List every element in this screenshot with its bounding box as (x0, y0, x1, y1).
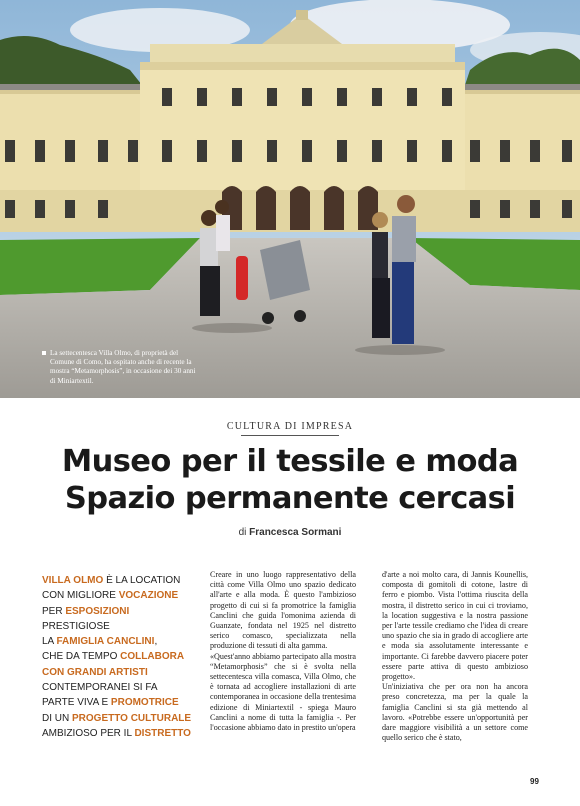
pull-quote-text: CHE DA TEMPO (42, 651, 121, 663)
pull-quote-highlight: DISTRETTO (134, 727, 191, 739)
title-line-1: Museo per il tessile e moda (61, 444, 519, 479)
pull-quote-highlight: PROMOTRICE (110, 697, 179, 709)
body-paragraph: d'arte a noi molto cara, di Jannis Kounellis, composta di gomitoli di cotone, lastre di ferro e piombo. Vista l'ottima riuscita della mostra, il distretto serico in cui ci troviamo, la location suggestiva e la nostra passione per l'arte tessile crediamo che l'idea di creare uno spazio che sia in grado di accogliere arte e moda sia assolutamente interessante e importante. Ci farebbe davvero piacere poter essere parte attiva di questo ambizioso progetto». (382, 570, 528, 682)
pull-quote-highlight: PROGETTO CULTURALE (72, 712, 192, 724)
pull-quote-highlight: ESPOSIZIONI (65, 605, 130, 617)
text-column-1 (210, 570, 356, 733)
pull-quote-line (42, 726, 202, 741)
pull-quote-text: DI UN (42, 712, 72, 724)
pull-quote-highlight: VOCAZIONE (118, 590, 179, 602)
pull-quote-line (42, 711, 202, 726)
photo-caption: La settecentesca Villa Olmo, di proprietà del Comune di Como, ha ospitato anche di recente la mostra “Metamorphosis”, in occasione dei 30 anni di Miniartextil. (50, 349, 196, 385)
pull-quote-text: CONTEMPORANEI SI FA (42, 682, 158, 694)
byline (0, 527, 580, 538)
text-column-2 (382, 570, 528, 743)
villa-olmo-photo (0, 0, 580, 398)
pull-quote-line (42, 695, 202, 710)
pull-quote-text: È LA LOCATION (103, 575, 181, 586)
body-paragraph: Un'iniziativa che per ora non ha ancora preso concretezza, ma per la quale la famiglia Canclini si sta già mettendo al lavoro. «Potrebbe essere un'opportunità per dare maggiore visibilità a un settore come quello serico che è stato, (382, 682, 528, 743)
pull-quote-line (42, 619, 202, 634)
pull-quote-highlight: COLLABORA (120, 651, 185, 663)
pull-quote-line (42, 665, 202, 680)
pull-quote-text: PER (42, 605, 66, 617)
article-title (0, 443, 580, 517)
pull-quote-text: CON MIGLIORE (42, 590, 119, 602)
caption-marker (42, 351, 46, 355)
pull-quote-text: PRESTIGIOSE (42, 620, 110, 632)
pull-quote-line (42, 649, 202, 664)
pull-quote (42, 573, 202, 741)
pull-quote-highlight: VILLA OLMO (42, 575, 104, 586)
pull-quote-text: LA (42, 636, 57, 648)
section-label: CULTURA DI IMPRESA (226, 421, 354, 432)
pull-quote-text: AMBIZIOSO PER IL (42, 727, 135, 739)
hero-photo (0, 0, 580, 398)
pull-quote-highlight: CON GRANDI ARTISTI (42, 666, 148, 678)
title-line-2: Spazio permanente cercasi (64, 481, 516, 516)
pull-quote-text: , (154, 636, 158, 648)
pull-quote-highlight: FAMIGLIA CANCLINI (56, 636, 155, 648)
pull-quote-line (42, 680, 202, 695)
body-paragraph: «Quest'anno abbiamo partecipato alla mostra “Metamorphosis” che si è svolta nella settecentesca villa comasca, Villa Olmo, che è tornata ad accogliere installazioni di arte contemporanea in occasione della trentesima edizione di Miniartextil - spiega Mauro Canclini a nome di tutta la famiglia -. Per l'occasione abbiamo dato in prestito un'opera (210, 651, 356, 733)
author-name: Francesca Sormani (249, 527, 342, 538)
pull-quote-line (42, 604, 202, 619)
byline-prefix: di (238, 527, 250, 538)
pull-quote-line (42, 588, 202, 603)
page-number: 99 (530, 777, 539, 786)
pull-quote-line (42, 573, 202, 588)
pull-quote-line (42, 634, 202, 649)
pull-quote-text: PARTE VIVA E (42, 697, 111, 709)
section-divider (241, 435, 339, 436)
body-paragraph: Creare in uno luogo rappresentativo della città come Villa Olmo uno spazio dedicato all'arte e alla moda. È questo l'ambizioso progetto di cui si fa promotrice la famiglia Canclini che guida l'omonima azienda di Guanzate, fondata nel 1925 nel distretto serico comasco, specializzata nella produzione di tessuti di alta gamma. (210, 570, 356, 651)
